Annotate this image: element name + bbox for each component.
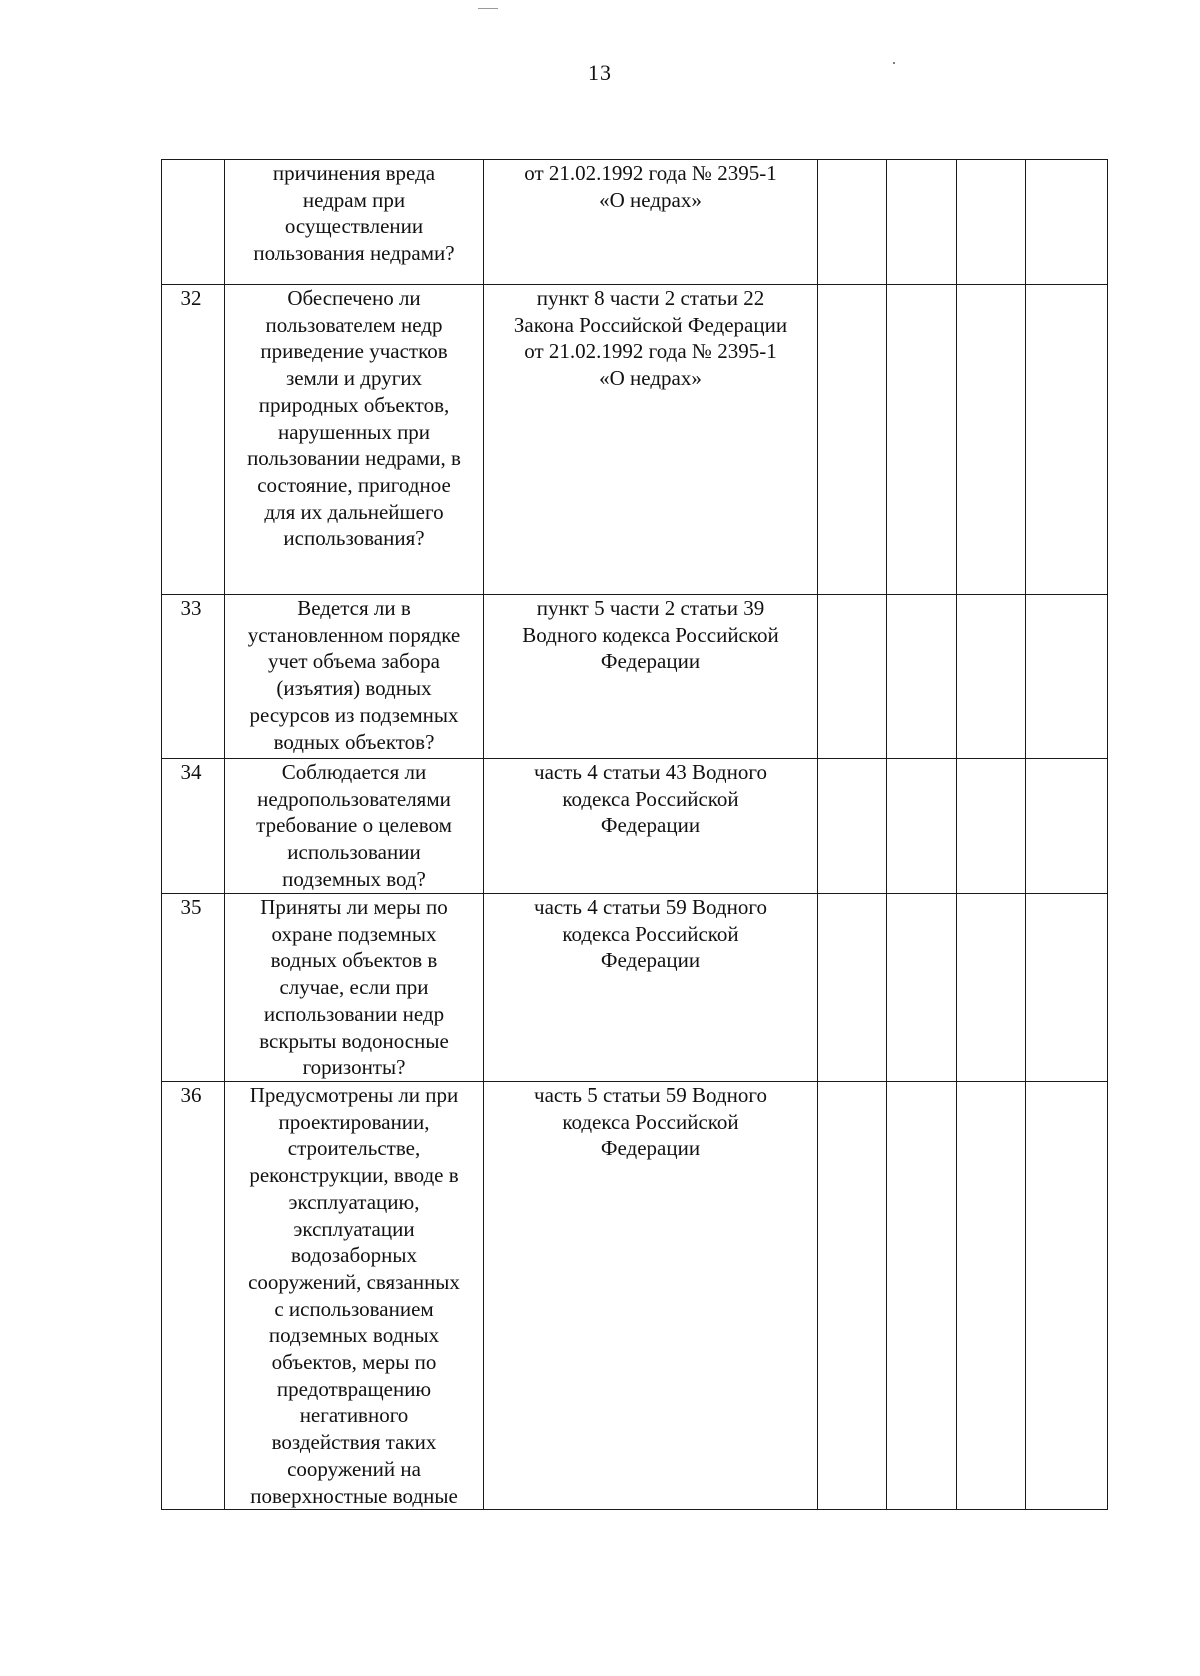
answer-cell-yes	[818, 595, 887, 759]
answer-cell-no	[887, 285, 957, 595]
table-row	[162, 160, 1108, 285]
answer-cell-not-applicable	[957, 894, 1026, 1082]
notes-cell	[1026, 759, 1108, 894]
answer-cell-yes	[818, 1082, 887, 1510]
answer-cell-no	[887, 1082, 957, 1510]
legal-reference-cell: часть 4 статьи 43 Водного кодекса Российской Федерации	[484, 759, 818, 894]
answer-cell-no	[887, 160, 957, 285]
notes-cell	[1026, 894, 1108, 1082]
question-cell: Предусмотрены ли при проектировании, строительстве, реконструкции, вводе в эксплуатацию, эксплуатации водозаборных сооружений, связанных с использованием подземных водных объектов, меры по предотвращению негативного воздействия таких сооружений на поверхностные водные	[225, 1082, 484, 1510]
table-row	[162, 894, 1108, 1082]
legal-reference-cell: от 21.02.1992 года № 2395-1 «О недрах»	[484, 160, 818, 285]
answer-cell-not-applicable	[957, 160, 1026, 285]
table-row	[162, 595, 1108, 759]
table-row	[162, 285, 1108, 595]
answer-cell-no	[887, 894, 957, 1082]
answer-cell-not-applicable	[957, 1082, 1026, 1510]
question-cell: Приняты ли меры по охране подземных водных объектов в случае, если при использовании недр вскрыты водоносные горизонты?	[225, 894, 484, 1082]
row-number-cell: 33	[162, 595, 225, 759]
row-number-cell	[162, 160, 225, 285]
row-number-cell: 32	[162, 285, 225, 595]
answer-cell-no	[887, 759, 957, 894]
notes-cell	[1026, 1082, 1108, 1510]
scan-artifact-mark	[478, 8, 498, 9]
legal-reference-cell: часть 4 статьи 59 Водного кодекса Российской Федерации	[484, 894, 818, 1082]
notes-cell	[1026, 160, 1108, 285]
answer-cell-yes	[818, 285, 887, 595]
table-row	[162, 1082, 1108, 1510]
answer-cell-not-applicable	[957, 759, 1026, 894]
answer-cell-yes	[818, 759, 887, 894]
question-cell: Ведется ли в установленном порядке учет объема забора (изъятия) водных ресурсов из подземных водных объектов?	[225, 595, 484, 759]
row-number-cell: 36	[162, 1082, 225, 1510]
answer-cell-yes	[818, 894, 887, 1082]
legal-reference-cell: пункт 5 части 2 статьи 39 Водного кодекса Российской Федерации	[484, 595, 818, 759]
page-number: 13	[588, 60, 612, 85]
answer-cell-not-applicable	[957, 595, 1026, 759]
legal-reference-cell: часть 5 статьи 59 Водного кодекса Российской Федерации	[484, 1082, 818, 1510]
row-number-cell: 35	[162, 894, 225, 1082]
legal-reference-cell: пункт 8 части 2 статьи 22 Закона Российской Федерации от 21.02.1992 года № 2395-1 «О недрах»	[484, 285, 818, 595]
notes-cell	[1026, 285, 1108, 595]
row-number-cell: 34	[162, 759, 225, 894]
notes-cell	[1026, 595, 1108, 759]
question-cell: Обеспечено ли пользователем недр приведение участков земли и других природных объектов, нарушенных при пользовании недрами, в состояние, пригодное для их дальнейшего использования?	[225, 285, 484, 595]
checklist-table	[161, 159, 1108, 1510]
answer-cell-yes	[818, 160, 887, 285]
table-row	[162, 759, 1108, 894]
question-cell: причинения вреда недрам при осуществлении пользования недрами?	[225, 160, 484, 285]
answer-cell-not-applicable	[957, 285, 1026, 595]
answer-cell-no	[887, 595, 957, 759]
question-cell: Соблюдается ли недропользователями требование о целевом использовании подземных вод?	[225, 759, 484, 894]
